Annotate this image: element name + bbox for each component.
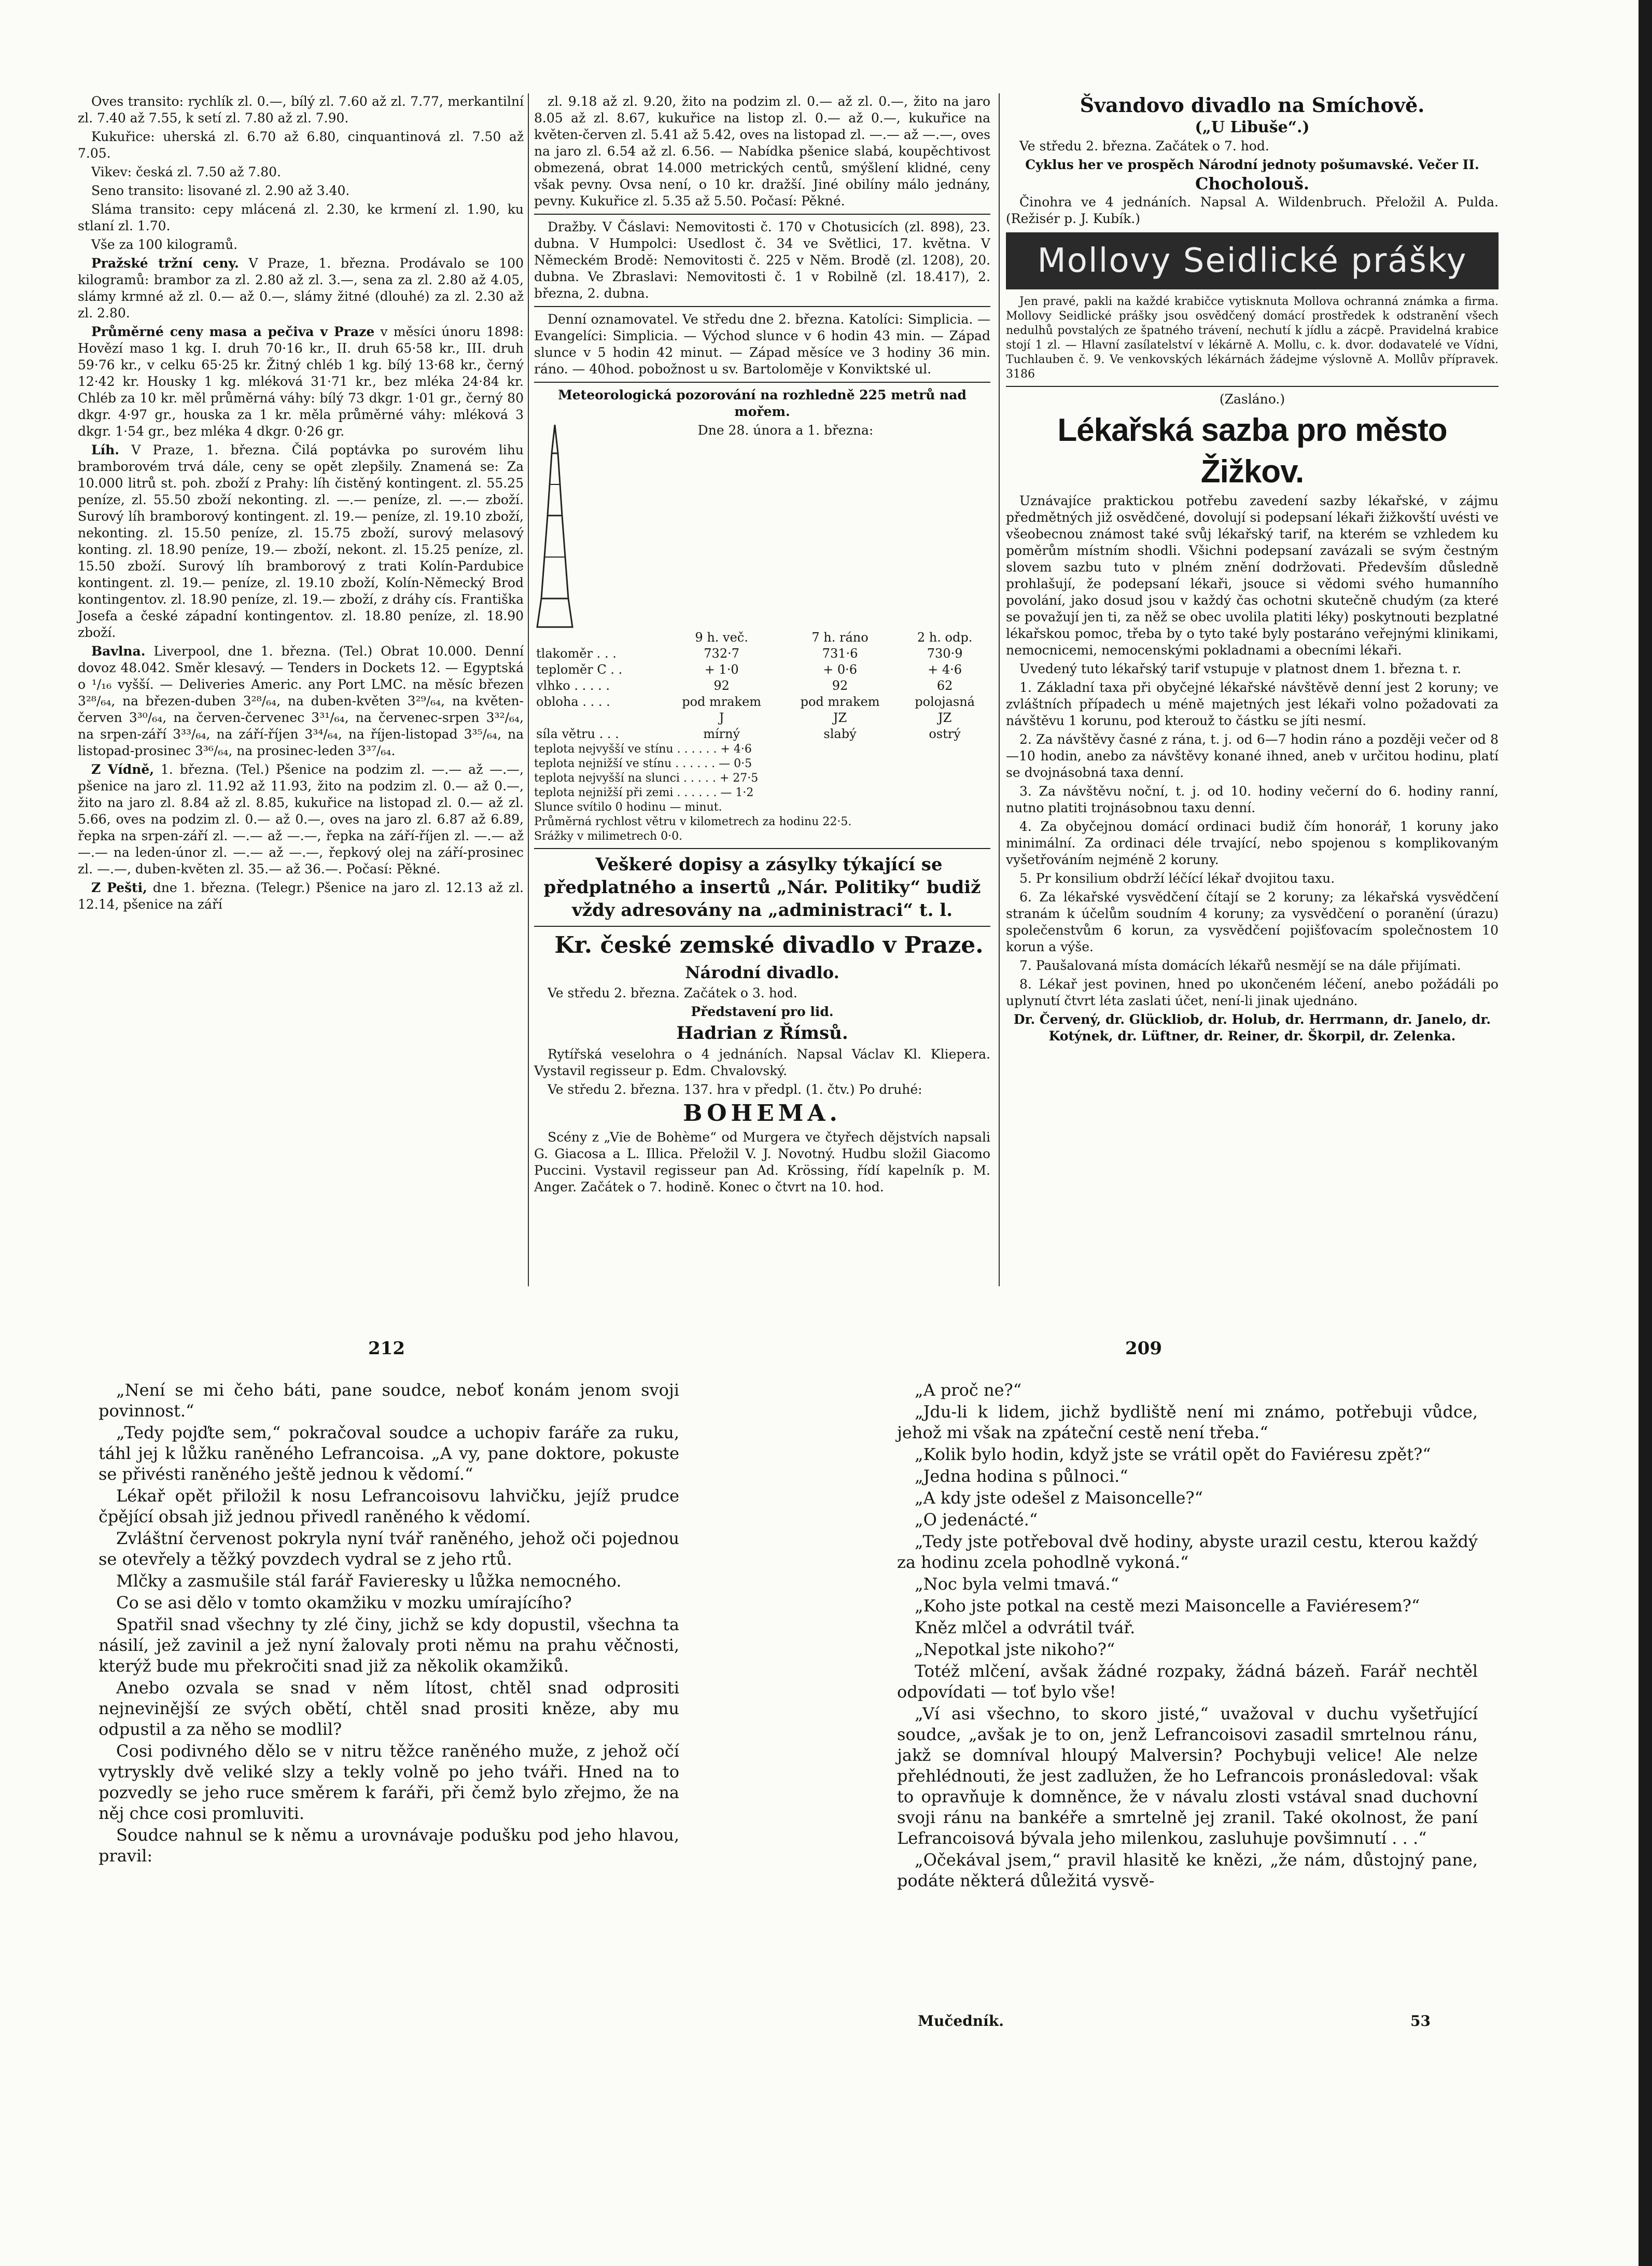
story-paragraph: Co se asi dělo v tomto okamžiku v mozku umírajícího? xyxy=(116,1593,572,1612)
meteo-cell: 92 xyxy=(713,678,730,693)
meteo-header: 7 h. ráno xyxy=(811,630,869,645)
footer-title: Mučedník. xyxy=(918,2012,1004,2029)
paragraph-text: 1. března. (Tel.) Pšenice na podzim zl. —.— až —.—, pšenice na jaro zl. 11.92 až 11.93, žito na podzim zl. 0.— až 0.—, žito na jaro zl. 8.84 až zl. 8.85, kukuřice na listopad zl. 0.— až zl. 5.66, oves na podzim zl. 0.— až 0.—, oves na jaro zl. 6.87 až 6.89, řepka na srpen-září zl. —.— až —.—, řepka na září-říjen zl. —.— až —.— na leden-únor zl. —.— až —.—, řepkový olej na září-prosinec zl. —.—, duben-květen zl. 35.— až 36.—. Počasí: Pěkné. xyxy=(78,762,524,877)
paragraph: 1. Základní taxa při obyčejné lékařské návštěvě denní jest 2 koruny; ve zvláštních případech u méně majetných jest lékaři volno požadovati za návštěvu 1 korunu, pod kterouž to částku se jíti nesmí. xyxy=(1006,680,1499,728)
story-paragraph: Mlčky a zasmušile stál farář Favieresky u lůžka nemocného. xyxy=(116,1571,622,1591)
meteo-extra-line: teplota nejvyšší na slunci . . . . . + 27·5 xyxy=(534,772,759,785)
section-title: Pražské tržní ceny. xyxy=(91,256,239,271)
meteo-extra-line: Průměrná rychlost větru v kilometrech za hodinu 22·5. xyxy=(534,815,852,828)
footer-page-number: 53 xyxy=(1410,2012,1431,2029)
paragraph: Dražby. V Čáslavi: Nemovitosti č. 170 v Chotusicích (zl. 898), 23. dubna. V Humpolci: Usedlost č. 34 ve Světlici, 17. května. V Německém Brodě: Nemovitosti č. 225 v Něm. Brodě (zl. 1208), 20. dubna. Ve Zbraslavi: Nemovitosti č. 1 v Robilně (zl. 18.417), 2. března, 2. dubna. xyxy=(534,219,990,301)
smichov-description: Činohra ve 4 jednáních. Napsal A. Wildenbruch. Přeložil A. Pulda. (Režisér p. J. Kubík.) xyxy=(1006,194,1499,226)
paragraph: 6. Za lékařské vysvědčení čítají se 2 koruny; za lékařská vysvědčení stranám k účelům soudním 4 koruny; za vysvědčení o poranění (úrazu) společenstvům 6 korun, za vysvědčení pojišťovacím společnostem 10 korun a výše. xyxy=(1006,889,1499,954)
paragraph: Seno transito: lisované zl. 2.90 až 3.40. xyxy=(91,183,350,198)
paragraph: Vikev: česká zl. 7.50 až 7.80. xyxy=(91,164,281,179)
meteo-cell: 92 xyxy=(832,678,848,693)
meteo-row xyxy=(534,646,990,662)
meteo-cell: JZ xyxy=(833,711,847,725)
paragraph: 8. Lékař jest povinen, hned po ukončeném léčení, anebo požádáli po uplynutí čtvrt léta zaslati účet, není-li jinak ujednáno. xyxy=(1006,977,1499,1008)
story-paragraph: Soudce nahnul se k němu a urovnávaje podušku pod jeho hlavou, pravil: xyxy=(99,1825,679,1866)
meteo-cell: 62 xyxy=(936,678,953,693)
theater-line: Představení pro lid. xyxy=(691,1004,834,1019)
meteo-cell: ostrý xyxy=(929,727,961,741)
divider xyxy=(534,306,990,307)
story-paragraph: „Očekával jsem,“ pravil hlasitě ke knězi, „že nám, důstojný pane, podáte některá důležitá vysvě- xyxy=(897,1850,1478,1890)
paragraph-text: v měsíci únoru 1898: Hovězí maso 1 kg. I. druh 70·16 kr., II. druh 65·58 kr., III. druh 59·76 kr., v celku 65·25 kr. Žitný chléb 1 kg. bílý 13·68 kr., černý 12·42 kr. Housky 1 kg. mléková 31·71 kr., bez mléka 24·84 kr. Chléb za 10 kr. měl průměrná váhy: bílý 73 dkgr. 1·01 gr., černý 80 dkgr. 4·97 gr., houska za 1 kr. měla průměrné váhy: mléková 3 dkgr. 1·54 gr., bez mléka 4 dkgr. 0·26 gr. xyxy=(78,324,524,439)
meteo-table xyxy=(534,630,990,742)
meteo-extra-line: teplota nejnižší při zemi . . . . . . — 1·2 xyxy=(534,786,754,799)
signatures: Dr. Červený, dr. Glückliob, dr. Holub, dr. Herrmann, dr. Janelo, dr. Kotýnek, dr. Lüftner, dr. Reiner, dr. Škorpil, dr. Zelenka. xyxy=(1013,1012,1491,1044)
meteo-cell: obloha . . . . xyxy=(536,694,610,709)
story-paragraph: „O jedenácté.“ xyxy=(915,1510,1038,1530)
paragraph: 7. Paušalovaná místa domácích lékařů nesmějí se na dále přijímati. xyxy=(1019,958,1461,973)
column-market-reports xyxy=(78,93,524,915)
paragraph xyxy=(78,761,524,878)
paragraph xyxy=(78,643,524,759)
theater-subtitle: Národní divadlo. xyxy=(685,963,839,982)
paragraph: 4. Za obyčejnou domácí ordinaci budiž čím honorář, 1 koruny jako minimální. Za ordinaci déle trvající, nebo spojenou s komplikovaným vyšetřováním nejméně 2 koruny. xyxy=(1006,819,1499,867)
smichov-line: Ve středu 2. března. Začátek o 7. hod. xyxy=(1019,138,1269,154)
page-number: 212 xyxy=(368,1338,405,1359)
play-description: Rytířská veselohra o 4 jednáních. Napsal Václav Kl. Kliepera. Vystavil regisseur p. Edm. Chvalovský. xyxy=(534,1047,990,1078)
meteo-extra xyxy=(534,742,990,844)
section-title: Bavlna. xyxy=(91,644,146,659)
paragraph xyxy=(78,324,524,440)
story-paragraph: „Kolik bylo hodin, když jste se vrátil opět do Faviéresu zpět?“ xyxy=(915,1444,1431,1464)
story-paragraph: „Jdu-li k lidem, jichž bydliště není mi známo, potřebuji vůdce, jehož mi však na zpáteční cestě není třeba.“ xyxy=(897,1402,1478,1442)
story-paragraph: Anebo ozvala se snad v něm lítost, chtěl snad odprositi nejnevinější ze svých obětí, chtěl snad prositi kněze, aby mu odpustil a za něho se modlil? xyxy=(99,1678,679,1739)
meteo-title: Meteorologická pozorování na rozhledně 225 metrů nad mořem. xyxy=(558,387,967,419)
meteo-cell: 732·7 xyxy=(704,646,739,661)
paragraph xyxy=(78,442,524,641)
meteo-cell: slabý xyxy=(823,727,857,741)
column-ads xyxy=(1006,93,1499,1047)
column-notices xyxy=(534,93,990,1198)
paragraph: Uznávajíce praktickou potřebu zavedení sazby lékařské, v zájmu předmětných již osvědčené, dovolují si podepsaní lékaři žižkovští uvésti ve všeobecnou známost také svůj lékařský tarif, na kterém se vzhledem ku poměrům místním shodli. Všichni podepsaní zavázali se svým čestným slovem sazbu tuto v plném znění dodržovati. Především důsledně prohlašují, že podepsaní lékaři, jsouce si vědomi svého humanního povolání, jako dosud jsou v každý čas ochotni skutečně chudým (za které se považují jen ti, za něž se obec uvolila platiti léky) poskytnouti bezplatné lékařskou pomoc, třeba by o tyto také byly postaráno veřejnými klinikami, nemocnicemi, nemocenskými pokladnami a obecními lékaři. xyxy=(1006,493,1499,658)
page-number: 209 xyxy=(1125,1338,1162,1359)
story-paragraph: Zvláštní červenost pokryla nyní tvář raněného, jehož oči pojednou se otevřely a těžký povzdech vydral se z jeho rtů. xyxy=(99,1528,679,1569)
section-title: Líh. xyxy=(91,442,119,457)
meteo-extra-line: Srážky v milimetrech 0·0. xyxy=(534,830,683,843)
story-paragraph: „Není se mi čeho báti, pane soudce, neboť konám jenom svoji povinnost.“ xyxy=(99,1380,679,1421)
paragraph: Vše za 100 kilogramů. xyxy=(91,237,238,252)
smichov-title: Švandovo divadlo na Smíchově. xyxy=(1080,93,1425,117)
divider xyxy=(1006,386,1499,387)
meteo-extra-line: Slunce svítilo 0 hodinu — minut. xyxy=(534,801,722,814)
section-title: Průměrné ceny masa a pečiva v Praze xyxy=(91,324,375,339)
story-right-column xyxy=(897,1380,1478,1892)
column-divider xyxy=(999,93,1000,1286)
meteo-cell: teploměr C . . xyxy=(536,662,623,677)
meteo-cell: + 4·6 xyxy=(928,662,962,677)
meteo-block xyxy=(534,387,990,844)
meteo-cell xyxy=(534,710,662,726)
meteo-extra-line: teplota nejvyšší ve stínu . . . . . . + 4·6 xyxy=(534,743,752,756)
story-paragraph: Spatřil snad všechny ty zlé činy, jichž se kdy dopustil, všechna ta násilí, jež zavinil a jež nyní žalovaly proti němu na prahu věčnosti, kterýž bude mu překročiti snad již za několik okamžiků. xyxy=(99,1615,679,1676)
meteo-cell: + 0·6 xyxy=(823,662,857,677)
meteo-header: 2 h. odp. xyxy=(917,630,973,645)
smichov-play: Chocholouš. xyxy=(1195,174,1310,193)
paragraph-text: V Praze, 1. března. Čilá poptávka po surovém lihu bramborovém trvá dále, ceny se opět zlepšily. Znamená se: Za 10.000 litrů st. poh. zboží z Prahy: líh čistěný kontingent. zl. 55.25 peníze, zl. 55.50 zboží nekonting. zl. —.— peníze, zl. —.— zboží. Surový líh bramborový kontingent. zl. 19.— peníze, zl. 19.10 zboží, nekonting. zl. 15.50 peníze, zl. 15.75 zboží, surový melasový konting. zl. 18.90 peníze, 19.— zboží, nekont. zl. 15.25 peníze, zl. 15.50 zboží. Surový líh bramborový z trati Kolín-Pardubice kontingent. zl. 19.— peníze, zl. 19.10 zboží, Kolín-Německý Brod kontingentov. zl. 18.90 peníze, zl. 19.— zboží, z dráhy cís. Františka Josefa a české západní kontingentov. zl. 18.80 peníze, zl. 18.90 zboží. xyxy=(78,442,524,640)
lekarska-title: Lékařská sazba pro město Žižkov. xyxy=(1057,412,1447,490)
paragraph-text: V Praze, 1. března. Prodávalo se 100 kilogramů: brambor za zl. 2.80 až zl. 3.—, sena za zl. 2.80 až 4.05, slámy krmné až zl. 0.— až 0.—, slámy žitné (dlouhé) za zl. 2.30 až zl. 2.80. xyxy=(78,256,524,321)
story-paragraph: Totéž mlčení, avšak žádné rozpaky, žádná bázeň. Farář nechtěl odpovídati — toť bylo vše! xyxy=(897,1661,1478,1702)
story-paragraph: „Jedna hodina s půlnoci.“ xyxy=(915,1466,1128,1486)
play-title: Hadrian z Římsů. xyxy=(676,1023,848,1044)
divider xyxy=(534,214,990,215)
paragraph: Oves transito: rychlík zl. 0.—, bílý zl. 7.60 až zl. 7.77, merkantilní zl. 7.40 až 7.55, k setí zl. 7.80 až zl. 7.90. xyxy=(78,94,524,126)
meteo-extra-line: teplota nejnižší ve stínu . . . . . . — 0·5 xyxy=(534,757,752,770)
meteo-cell: polojasná xyxy=(915,694,975,709)
paragraph-text: Liverpool, dne 1. března. (Tel.) Obrat 10.000. Denní dovoz 48.042. Směr klesavý. — Tenders in Dockets 12. — Egyptská o ¹/₁₆ vyšší. — Deliveries Americ. any Port LMC. na měsíc březen 3²⁸/₆₄, na březen-duben 3²⁸/₆₄, na duben-květen 3²⁹/₆₄, na květen-červen 3³⁰/₆₄, na červen-červenec 3³¹/₆₄, na červenec-srpen 3³²/₆₄, na srpen-září 3³³/₆₄, na září-říjen 3³⁴/₆₄, na říjen-listopad 3³⁵/₆₄, na listopad-prosinec 3³⁶/₆₄, na prosinec-leden 3³⁷/₆₄. xyxy=(78,644,524,758)
meteo-row xyxy=(534,662,990,678)
smichov-line: Cyklus her ve prospěch Národní jednoty pošumavské. Večer II. xyxy=(1025,157,1479,172)
meteo-cell: + 1·0 xyxy=(704,662,739,677)
paragraph: Denní oznamovatel. Ve středu dne 2. března. Katolíci: Simplicia. — Evangelíci: Simplicia. — Východ slunce v 6 hodin 43 min. — Západ slunce v 5 hodin 42 minut. — Západ měsíce ve 3 hodiny 36 min. ráno. — 40hod. pobožnost u sv. Bartoloměje v Konviktské ul. xyxy=(534,312,990,377)
meteo-cell: síla větru . . . xyxy=(536,727,619,741)
newspaper-section xyxy=(78,93,1499,1317)
story-paragraph: „Tedy pojďte sem,“ pokračoval soudce a uchopiv faráře za ruku, táhl jej k lůžku raněného Lefrancoisa. „A vy, pane doktore, pokuste se přivésti raněného ještě jednou k vědomí.“ xyxy=(99,1423,679,1484)
meteo-row xyxy=(534,678,990,694)
zaslano-label: (Zasláno.) xyxy=(1219,392,1285,407)
paragraph xyxy=(78,255,524,322)
story-paragraph: „Noc byla velmi tmavá.“ xyxy=(915,1574,1119,1594)
divider xyxy=(534,382,990,383)
moll-banner: Mollovy Seidlické prášky xyxy=(1006,232,1499,289)
story-paragraph: „Tedy jste potřeboval dvě hodiny, abyste urazil cestu, kterou každý za hodinu zcela pohodlně vykoná.“ xyxy=(897,1532,1478,1572)
theater-title: Kr. české zemské divadlo v Praze. xyxy=(554,932,984,958)
meteo-cell: 730·9 xyxy=(927,646,963,661)
paragraph: 2. Za návštěvy časné z rána, t. j. od 6—7 hodin ráno a později večer od 8—10 hodin, anebo za návštěvy konané ihned, aneb v určitou hodinu, platí se dvojnásobná taxa denní. xyxy=(1006,732,1499,780)
meteo-row xyxy=(534,710,990,726)
paragraph: Sláma transito: cepy mlácená zl. 2.30, ke krmení zl. 1.90, ku stlaní zl. 1.70. xyxy=(78,202,524,233)
paragraph: zl. 9.18 až zl. 9.20, žito na podzim zl. 0.— až zl. 0.—, žito na jaro 8.05 až zl. 8.67, kukuřice na listop zl. 0.— až 0.—, kukuřice na květen-červen zl. 5.41 až 5.42, oves na listopad zl. —.— až —.—, oves na jaro zl. 6.54 až zl. 6.56. — Nabídka pšenice slabá, koupěchtivost obmezená, obrat 14.000 metrických centů, smýšlení klidné, ceny však pevny. Ovsa není, o 10 kr. dražší. Jiné obilíny málo jednány, pevny. Kukuřice zl. 5.35 až 5.50. Počasí: Pěkné. xyxy=(534,94,990,208)
page-edge xyxy=(1639,0,1652,2266)
story-paragraph: „A proč ne?“ xyxy=(915,1380,1022,1400)
paragraph-text: dne 1. března. (Telegr.) Pšenice na jaro zl. 12.13 až zl. 12.14, pšenice na září xyxy=(78,880,524,912)
subscription-notice: Veškeré dopisy a zásylky týkající se předplatného a insertů „Nár. Politiky“ budiž vždy adresovány na „administraci“ t. l. xyxy=(543,854,981,921)
meteo-cell: pod mrakem xyxy=(682,694,762,709)
paragraph: Uvedený tuto lékařský tarif vstupuje v platnost dnem 1. března t. r. xyxy=(1019,661,1462,676)
meteo-row xyxy=(534,726,990,742)
meteo-cell: mírný xyxy=(703,727,740,741)
meteo-date: Dne 28. února a 1. března: xyxy=(697,423,874,438)
paragraph: 5. Pr konsilium obdrží léčící lékař dvojitou taxu. xyxy=(1019,871,1335,886)
play-description: Scény z „Vie de Bohème“ od Murgera ve čtyřech dějstvích napsali G. Giacosa a L. Illica. Přeložil V. J. Novotný. Hudbu složil Giacomo Puccini. Vystavil regisseur pan Ad. Krössing, řídí kapelník p. M. Anger. Začátek o 7. hodině. Konec o čtvrt na 10. hod. xyxy=(534,1130,990,1194)
story-paragraph: „Ví asi všechno, to skoro jisté,“ uvažoval v duchu vyšetřující soudce, „avšak je to on, jenž Lefrancoisovi zasadil smrtelnou ránu, jakž se domníval hloupý Malversin? Pochybuji velice! Ale nelze přehlédnouti, že jest zadlužen, že ho Lefrancois pronásledoval: však to opravňuje k domněnce, že v návalu zlosti vstával snad duchovní svoji ránu na bankéře a smrtelně jej zranil. Také okolnost, že paní Lefrancoisová bývala jeho milenkou, zasluhuje povšimnutí . . .“ xyxy=(897,1704,1478,1848)
meteo-cell: pod mrakem xyxy=(800,694,880,709)
story-paragraph: „Koho jste potkal na cestě mezi Maisoncelle a Faviéresem?“ xyxy=(915,1596,1420,1616)
smichov-subtitle: („U Libuše“.) xyxy=(1195,118,1310,136)
play-title: BOHEMA. xyxy=(683,1100,842,1127)
moll-ad-text: Jen pravé, pakli na každé krabičce vytisknuta Mollova ochranná známka a firma. Mollovy Seidlické prášky jsou osvědčený domácí prostředek k odstranění všech nedulhů povstalých ze špatného trávení, nechutí k jídlu a zácpě. Pravidelná krabice stojí 1 zl. — Hlavní zasílatelství v lékárně A. Mollu, c. k. dvor. dodavatelé ve Vídni, Tuchlauben č. 9. Ve venkovských lékárnách žádejme výslovně A. Mollův přípravek. 3186 xyxy=(1006,295,1499,381)
column-divider xyxy=(528,93,529,1286)
story-paragraph: Lékař opět přiložil k nosu Lefrancoisovu lahvičku, jejíž prudce čpějící obsah již jednou přivedl raněného k vědomí. xyxy=(99,1486,679,1526)
divider xyxy=(534,848,990,849)
story-paragraph: „Nepotkal jste nikoho?“ xyxy=(915,1639,1115,1659)
meteo-cell: JZ xyxy=(937,711,952,725)
meteo-header: 9 h. več. xyxy=(695,630,748,645)
story-left-column xyxy=(99,1380,679,1867)
story-section xyxy=(78,1338,1499,2220)
section-title: Z Pešti, xyxy=(91,880,147,895)
paragraph: 3. Za návštěvu noční, t. j. od 10. hodiny večerní do 6. hodiny ranní, nutno platiti trojnásobnou taxu denní. xyxy=(1006,784,1499,815)
meteo-header-row xyxy=(534,630,990,646)
paragraph: Kukuřice: uherská zl. 6.70 až 6.80, cinquantinová zl. 7.50 až 7.05. xyxy=(78,129,524,161)
tower-icon xyxy=(534,422,576,630)
meteo-cell: J xyxy=(719,711,724,725)
theater-line: Ve středu 2. března. Začátek o 3. hod. xyxy=(548,985,797,1000)
story-paragraph: Kněz mlčel a odvrátil tvář. xyxy=(915,1618,1136,1637)
story-paragraph: Cosi podivného dělo se v nitru těžce raněného muže, z jehož očí vytryskly dvě veliké slzy a tekly volně po jeho tváři. Hned na to pozvedly se jeho ruce směrem k faráři, při čemž bylo zřejmo, že na něj chce cosi promluviti. xyxy=(99,1741,679,1823)
paragraph xyxy=(78,880,524,913)
meteo-cell: tlakoměr . . . xyxy=(536,646,617,661)
meteo-cell: 731·6 xyxy=(822,646,858,661)
divider xyxy=(534,926,990,927)
theater-line: Ve středu 2. března. 137. hra v předpl. (1. čtv.) Po druhé: xyxy=(548,1082,922,1097)
meteo-row xyxy=(534,694,990,710)
story-paragraph: „A kdy jste odešel z Maisoncelle?“ xyxy=(915,1488,1203,1508)
section-title: Z Vídně, xyxy=(91,762,155,777)
meteo-cell: vlhko . . . . . xyxy=(536,678,610,693)
